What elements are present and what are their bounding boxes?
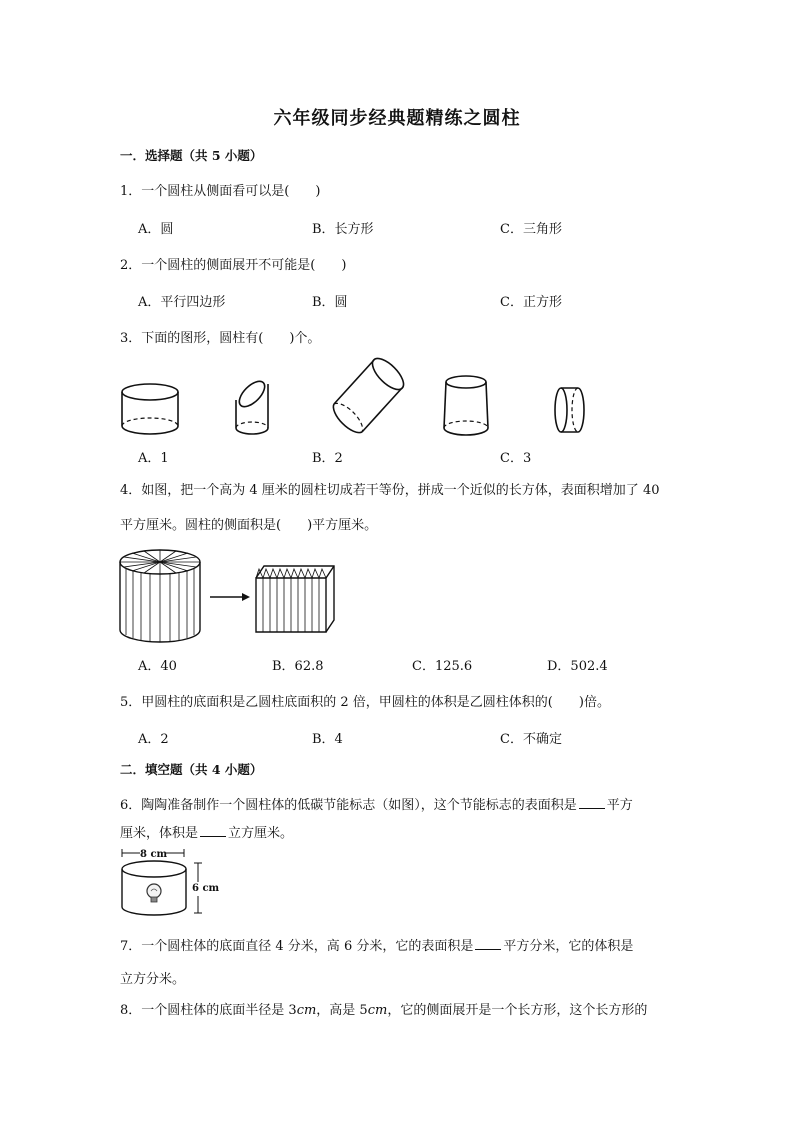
arrow-icon: [210, 593, 250, 601]
question-4-stem-line-2: 平方厘米。圆柱的侧面积是( )平方厘米。: [120, 518, 378, 533]
page-title: 六年级同步经典题精练之圆柱: [273, 108, 521, 129]
question-5-option-b[interactable]: B．4: [312, 732, 343, 747]
section-heading-fill-in: 二．填空题（共 4 小题）: [120, 762, 263, 777]
question-7-line-2: 立方分米。: [120, 972, 186, 987]
answer-blank-3[interactable]: [475, 937, 501, 950]
question-6-line-2: [120, 822, 293, 841]
question-6-line-1: [120, 794, 633, 813]
figure-slanted-cut-cylinder: [232, 372, 272, 438]
width-dimension-label: 8 cm: [140, 849, 168, 860]
question-8-text-b: ，高是 5: [316, 1003, 368, 1018]
question-5-stem: 5．甲圆柱的底面积是乙圆柱底面积的 2 倍，甲圆柱的体积是乙圆柱体积的( )倍。: [120, 695, 610, 710]
figure-cylinder-to-cuboid: [118, 546, 334, 646]
sectored-cylinder: [120, 550, 200, 642]
question-4-option-a[interactable]: A．40: [138, 659, 177, 674]
question-1-stem: 1．一个圆柱从侧面看可以是( ): [120, 184, 321, 199]
question-2-option-b[interactable]: B．圆: [312, 295, 348, 310]
question-8-text-c: ，它的侧面展开是一个长方形，这个长方形的: [387, 1003, 648, 1018]
lightbulb-icon: [146, 883, 162, 905]
question-7-text-a: 7．一个圆柱体的底面直径 4 分米，高 6 分米，它的表面积是: [120, 939, 474, 954]
figure-frustum: [442, 374, 492, 438]
figure-energy-logo-cylinder: [120, 849, 220, 919]
question-4-stem-line-1: 4．如图，把一个高为 4 厘米的圆柱切成若干等份，拼成一个近似的长方体，表面积增加了 40: [120, 483, 660, 498]
sliced-cuboid: [256, 566, 334, 632]
unit-cm-1: cm: [296, 1003, 317, 1018]
question-3-option-b[interactable]: B．2: [312, 451, 343, 466]
question-1-option-a[interactable]: A．圆: [138, 222, 174, 237]
question-2-option-c[interactable]: C．正方形: [500, 295, 562, 310]
question-4-option-c[interactable]: C．125.6: [412, 659, 473, 674]
question-3-option-c[interactable]: C．3: [500, 451, 532, 466]
question-8-line-1: [120, 999, 647, 1018]
question-7-text-b: 平方分米，它的体积是: [503, 939, 634, 954]
question-1-option-c[interactable]: C．三角形: [500, 222, 562, 237]
question-2-stem: 2．一个圆柱的侧面展开不可能是( ): [120, 258, 347, 273]
question-6-text-c: 厘米，体积是: [120, 826, 199, 841]
figure-tilted-cylinder: [328, 354, 412, 438]
question-6-text-a: 6．陶陶准备制作一个圆柱体的低碳节能标志（如图），这个节能标志的表面积是: [120, 798, 577, 813]
question-4-option-b[interactable]: B．62.8: [272, 659, 324, 674]
question-8-text-a: 8．一个圆柱体的底面半径是 3: [120, 1003, 297, 1018]
question-4-option-d[interactable]: D．502.4: [547, 659, 608, 674]
question-7-line-1: [120, 935, 633, 954]
question-5-option-c[interactable]: C．不确定: [500, 732, 562, 747]
figure-upright-cylinder: [120, 382, 182, 438]
question-2-option-a[interactable]: A．平行四边形: [138, 295, 226, 310]
unit-cm-2: cm: [367, 1003, 388, 1018]
question-1-option-b[interactable]: B．长方形: [312, 222, 374, 237]
answer-blank-2[interactable]: [200, 824, 226, 837]
section-heading-choice: 一．选择题（共 5 小题）: [120, 148, 263, 163]
figure-side-cylinder: [552, 384, 588, 438]
question-6-text-b: 平方: [606, 798, 633, 813]
question-3-stem: 3．下面的图形，圆柱有( )个。: [120, 331, 321, 346]
answer-blank-1[interactable]: [579, 796, 605, 809]
question-5-option-a[interactable]: A．2: [138, 732, 169, 747]
question-6-text-d: 立方厘米。: [228, 826, 294, 841]
height-dimension-label: 6 cm: [192, 883, 220, 894]
question-3-option-a[interactable]: A．1: [138, 451, 169, 466]
